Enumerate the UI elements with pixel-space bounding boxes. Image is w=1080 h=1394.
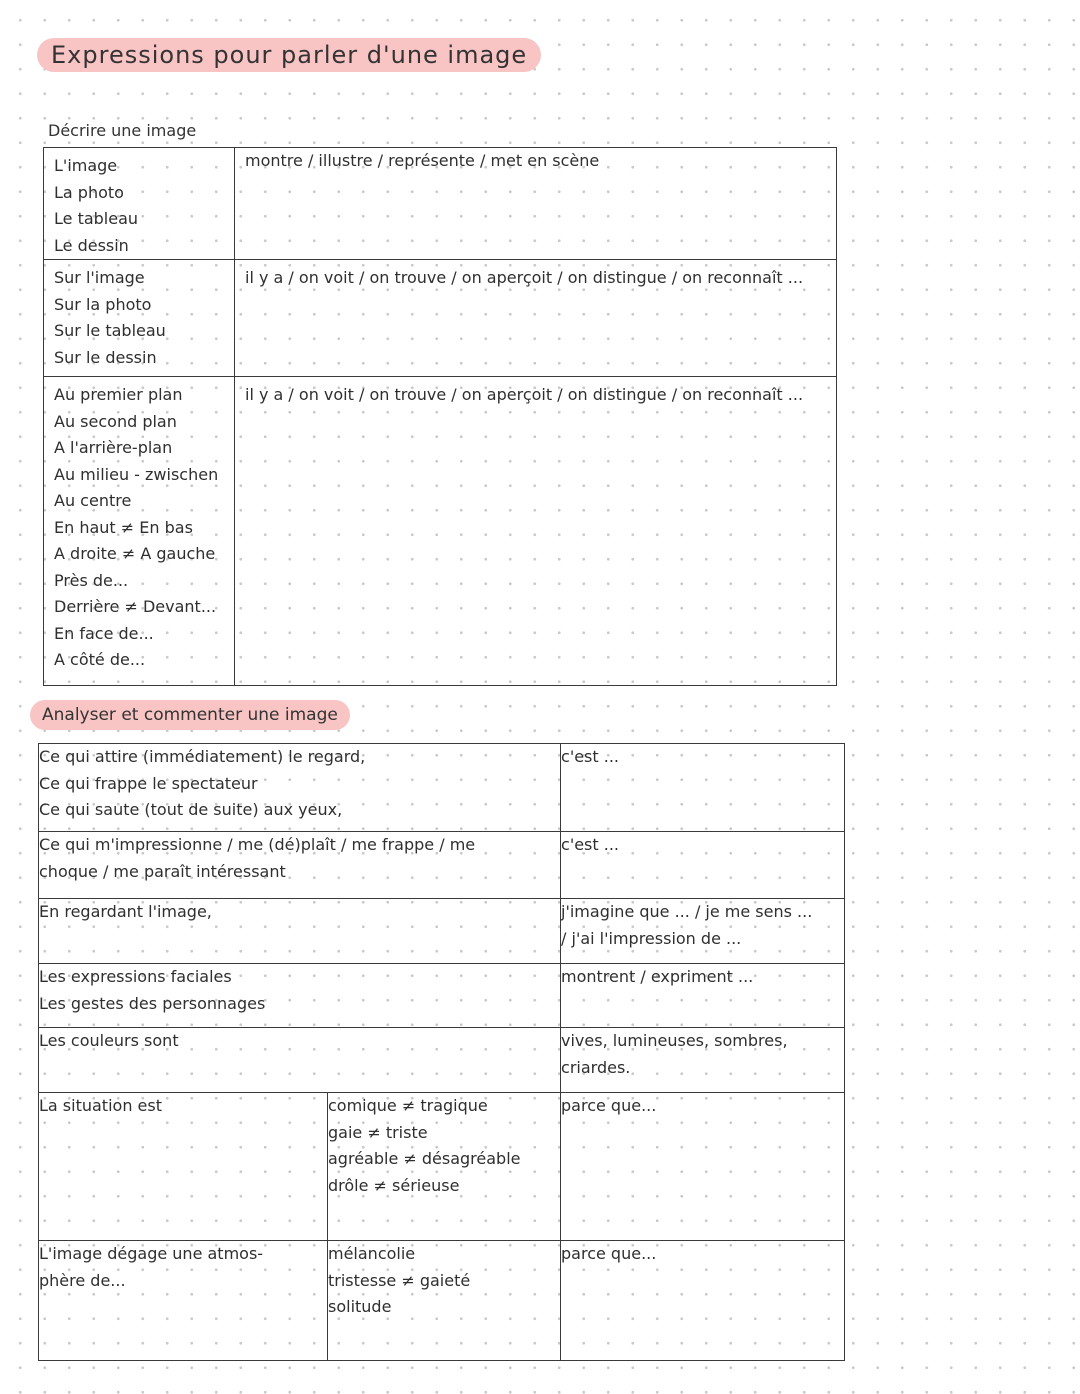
prompt-line: La situation est [39,1096,162,1115]
option-line: mélancolie [328,1244,416,1263]
subject-line: La photo [54,182,124,202]
prompt-cell [39,964,561,1028]
completion-cell [561,1241,845,1361]
analyse-table [38,743,845,1361]
verbs-cell [235,377,837,686]
verbs-line: montre / illustre / représente / met en scène [245,151,600,170]
options-cell [328,1093,561,1241]
subject-line: A droite ≠ A gauche [54,544,216,563]
prompt-cell [39,744,561,832]
subject-line: Au centre [54,491,132,510]
section-label-describe: Décrire une image [48,121,197,140]
subject-line: A l'arrière-plan [54,438,173,457]
option-line: drôle ≠ sérieuse [328,1175,460,1195]
completion-line: parce que... [561,1244,657,1263]
subject-line: Sur le tableau [54,321,166,340]
subject-line: Sur la photo [54,294,152,314]
prompt-line: Ce qui attire (immédiatement) le regard, [39,747,366,766]
subject-line: Près de... [54,570,129,590]
completion-line: vives, lumineuses, sombres, [561,1031,788,1050]
verbs-line: il y a / on voit / on trouve / on aperçoit / on distingue / on reconnaît ... [245,385,804,404]
table-row [39,744,845,832]
completion-cell [561,1093,845,1241]
subject-line: Au milieu - zwischen [54,464,219,484]
prompt-cell [39,832,561,899]
completion-cell [561,1028,845,1093]
completion-line: montrent / expriment ... [561,967,754,986]
prompt-cell [39,1093,328,1241]
subject-line: Sur l'image [54,268,145,287]
describe-table [43,147,837,686]
prompt-line: Ce qui frappe le spectateur [39,773,258,793]
option-line: comique ≠ tragique [328,1096,488,1115]
prompt-line: choque / me paraît intéressant [39,861,286,881]
subject-line: Le tableau [54,209,139,228]
subjects-cell [44,377,235,686]
table-row [39,899,845,964]
subject-line: Derrière ≠ Devant... [54,597,217,616]
subject-line: Sur le dessin [54,347,157,367]
prompt-line: Les couleurs sont [39,1031,179,1050]
table-row [44,148,837,260]
verbs-line: il y a / on voit / on trouve / on aperçoit / on distingue / on reconnaît ... [245,268,804,287]
options-cell [328,1241,561,1361]
completion-line: c'est ... [561,747,620,766]
page-title: Expressions pour parler d'une image [37,38,541,72]
completion-line: / j'ai l'impression de ... [561,928,742,948]
subject-line: En face de... [54,623,154,643]
prompt-line: En regardant l'image, [39,902,212,921]
table-row [44,260,837,377]
verbs-cell [235,260,837,377]
completion-cell [561,899,845,964]
verbs-cell [235,148,837,260]
prompt-cell [39,1028,561,1093]
table-row [44,377,837,686]
prompt-cell [39,899,561,964]
subjects-cell [44,260,235,377]
prompt-line: Ce qui m'impressionne / me (dé)plaît / me frappe / me [39,835,476,854]
option-line: solitude [328,1297,392,1316]
prompt-line: Ce qui saute (tout de suite) aux yeux, [39,800,343,819]
completion-line: c'est ... [561,835,620,854]
prompt-line: phère de... [39,1270,126,1290]
prompt-line: L'image dégage une atmos- [39,1244,264,1263]
table-row [39,1028,845,1093]
subject-line: L'image [54,156,118,175]
table-row [39,832,845,899]
subject-line: Au second plan [54,411,177,431]
completion-cell [561,832,845,899]
completion-cell [561,964,845,1028]
completion-line: criardes. [561,1057,631,1077]
subject-line: Le dessin [54,235,129,255]
option-line: tristesse ≠ gaieté [328,1270,471,1290]
subject-line: Au premier plan [54,385,183,404]
completion-line: parce que... [561,1096,657,1115]
subject-line: En haut ≠ En bas [54,517,193,537]
subjects-cell [44,148,235,260]
table-row [39,1093,845,1241]
subject-line: A côté de... [54,650,146,669]
prompt-line: Les gestes des personnages [39,993,266,1013]
option-line: agréable ≠ désagréable [328,1149,521,1168]
option-line: gaie ≠ triste [328,1122,428,1142]
table-row [39,1241,845,1361]
completion-line: j'imagine que ... / je me sens ... [561,902,813,921]
prompt-cell [39,1241,328,1361]
completion-cell [561,744,845,832]
section-label-analyse: Analyser et commenter une image [30,700,350,730]
prompt-line: Les expressions faciales [39,967,232,986]
table-row [39,964,845,1028]
